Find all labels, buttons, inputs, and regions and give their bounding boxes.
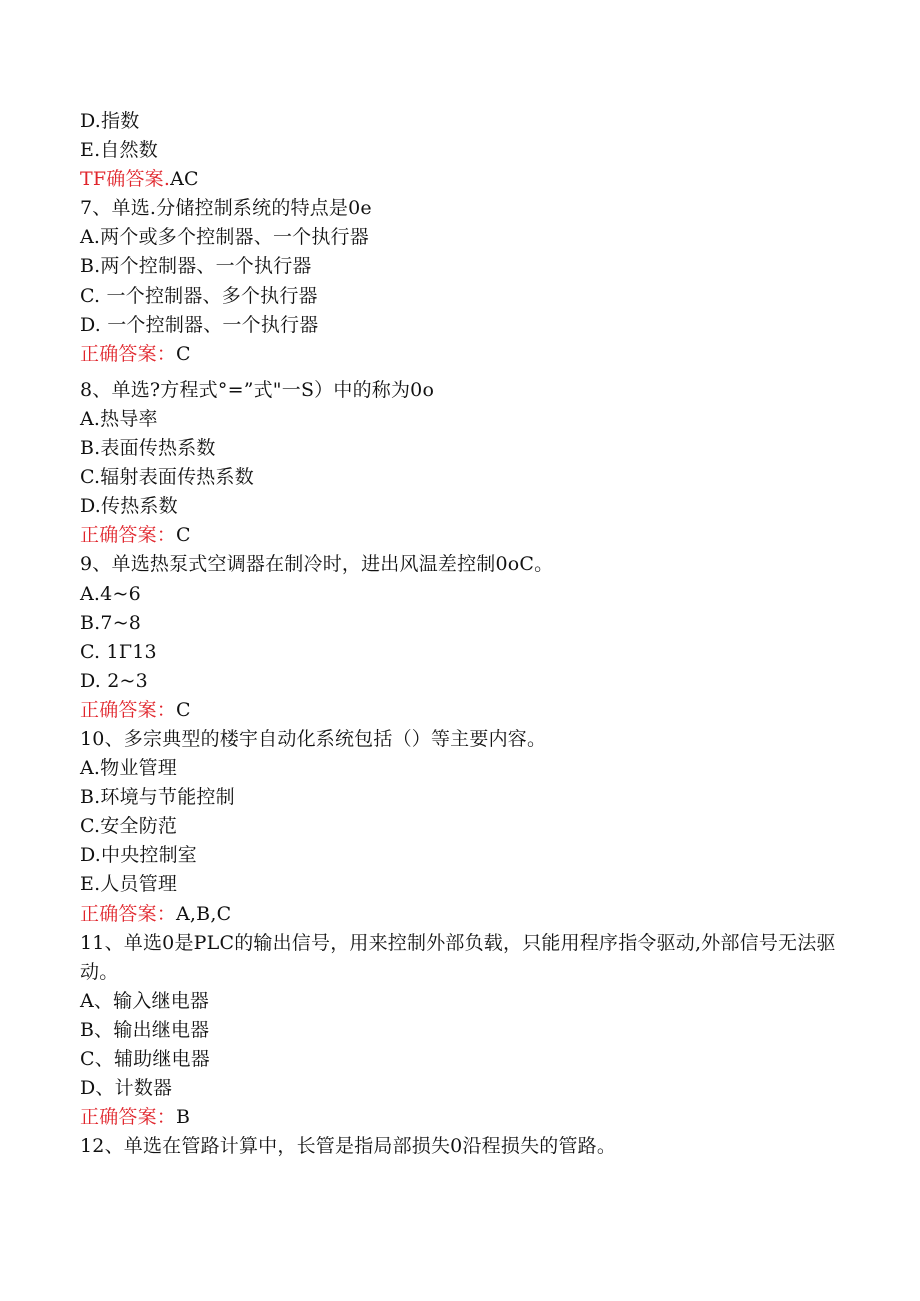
- answer-label: 正确答案：: [80, 524, 177, 547]
- answer-label: 正确答案：: [80, 698, 177, 721]
- option-line: C. 1Γ13: [80, 640, 157, 663]
- answer-value: C: [176, 342, 191, 365]
- answer-label: 正确答案：: [80, 342, 177, 365]
- spacer: [80, 369, 840, 376]
- answer-value: C: [176, 524, 191, 547]
- answer-label: 正确答案：: [80, 1106, 177, 1129]
- question-title: 7、单选.分储控制系统的特点是0e: [80, 197, 372, 220]
- question-title: 12、单选在管路计算中，长管是指局部损失0沿程损失的管路。: [80, 1135, 617, 1158]
- answer-line: [80, 521, 840, 550]
- answer-label: TF确答案.: [80, 168, 171, 191]
- option-line: B.7~8: [80, 611, 142, 634]
- option-line: D.传热系数: [80, 495, 178, 518]
- option-line: A.热导率: [80, 407, 158, 430]
- answer-line: [80, 340, 840, 369]
- option-line: C.安全防范: [80, 815, 178, 838]
- option-line: E.自然数: [80, 139, 158, 162]
- answer-line: [80, 165, 840, 194]
- option-line: A、输入继电器: [80, 989, 210, 1012]
- answer-line: [80, 696, 840, 725]
- question-title: 9、单选热泵式空调器在制冷时，进出风温差控制0oC。: [80, 553, 554, 576]
- option-line: B、输出继电器: [80, 1018, 210, 1041]
- option-line: A.两个或多个控制器、一个执行器: [80, 226, 369, 249]
- option-line: B.表面传热系数: [80, 437, 216, 460]
- option-line: A.4~6: [80, 582, 141, 605]
- option-line: D. 一个控制器、一个执行器: [80, 313, 319, 336]
- answer-value: C: [176, 698, 191, 721]
- option-line: B.两个控制器、一个执行器: [80, 255, 312, 278]
- question-list: [80, 107, 840, 1161]
- answer-line: [80, 900, 840, 929]
- answer-value: A,B,C: [176, 902, 232, 925]
- option-line: C. 一个控制器、多个执行器: [80, 284, 318, 307]
- option-line: B.环境与节能控制: [80, 786, 235, 809]
- answer-value: B: [176, 1106, 191, 1129]
- option-line: E.人员管理: [80, 873, 178, 896]
- option-line: D、计数器: [80, 1077, 173, 1100]
- question-title: 10、多宗典型的楼宇自动化系统包括（）等主要内容。: [80, 727, 547, 750]
- option-line: D.中央控制室: [80, 844, 197, 867]
- answer-line: [80, 1103, 840, 1132]
- option-line: A.物业管理: [80, 757, 177, 780]
- option-line: D.指数: [80, 110, 140, 132]
- option-line: C.辐射表面传热系数: [80, 466, 254, 489]
- answer-label: 正确答案：: [80, 902, 177, 925]
- answer-value: AC: [170, 168, 199, 191]
- option-line: C、辅助继电器: [80, 1048, 210, 1070]
- question-title: 8、单选?方程式°=”式"一S）中的称为0o: [80, 378, 435, 401]
- question-title: 11、单选0是PLC的输出信号，用来控制外部负载，只能用程序指令驱动,外部信号无法驱动。: [80, 931, 836, 983]
- option-line: D. 2~3: [80, 669, 148, 692]
